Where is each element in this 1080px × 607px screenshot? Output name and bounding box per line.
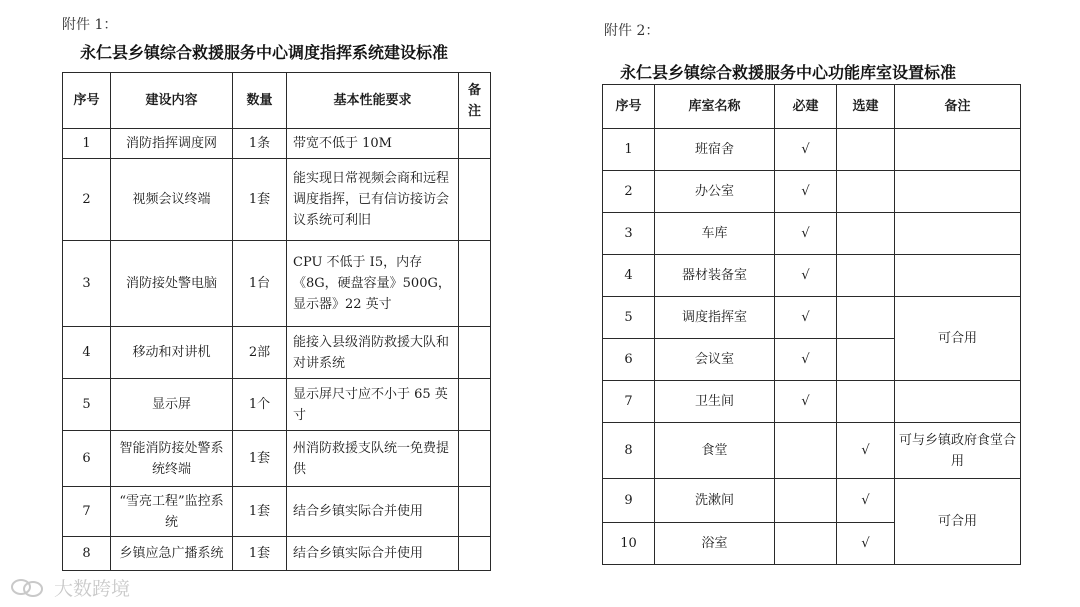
row-no: 6 bbox=[63, 431, 111, 487]
row-requirement: 结合乡镇实际合并使用 bbox=[287, 487, 459, 537]
row-requirement: 能接入县级消防救援大队和对讲系统 bbox=[287, 327, 459, 379]
row-note bbox=[459, 487, 491, 537]
row-no: 4 bbox=[603, 255, 655, 297]
row-optional-check bbox=[837, 381, 895, 423]
row-optional-check bbox=[837, 339, 895, 381]
row-no: 5 bbox=[63, 379, 111, 431]
row-optional-check bbox=[837, 213, 895, 255]
row-content: “雪亮工程”监控系统 bbox=[111, 487, 233, 537]
row-required-check: √ bbox=[775, 297, 837, 339]
row-note bbox=[895, 381, 1021, 423]
row-qty: 1套 bbox=[233, 431, 287, 487]
row-no: 8 bbox=[63, 537, 111, 571]
row-content: 视频会议终端 bbox=[111, 159, 233, 241]
note-can-share: 可合用 bbox=[895, 297, 1021, 381]
chat-bubbles-logo-icon bbox=[10, 578, 44, 598]
construction-standard-table bbox=[62, 72, 491, 571]
row-room-name: 浴室 bbox=[655, 523, 775, 565]
row-content: 智能消防接处警系统终端 bbox=[111, 431, 233, 487]
table-row bbox=[63, 431, 491, 487]
row-no: 1 bbox=[63, 129, 111, 159]
row-requirement: 州消防救援支队统一免费提供 bbox=[287, 431, 459, 487]
note-canteen-share: 可与乡镇政府食堂合用 bbox=[895, 423, 1021, 479]
row-requirement: 能实现日常视频会商和远程调度指挥，已有信访接访会议系统可利旧 bbox=[287, 159, 459, 241]
row-room-name: 班宿舍 bbox=[655, 129, 775, 171]
table-row bbox=[603, 423, 1021, 479]
row-optional-check bbox=[837, 255, 895, 297]
row-no: 3 bbox=[603, 213, 655, 255]
row-optional-check: √ bbox=[837, 523, 895, 565]
row-qty: 1套 bbox=[233, 537, 287, 571]
right-doc-title: 永仁县乡镇综合救援服务中心功能库室设置标准 bbox=[620, 63, 957, 82]
row-no: 7 bbox=[603, 381, 655, 423]
watermark bbox=[10, 574, 130, 601]
header-optional: 选建 bbox=[837, 85, 895, 129]
attachment-label-2: 附件 2： bbox=[604, 23, 660, 39]
header-note: 备注 bbox=[459, 73, 491, 129]
row-content: 显示屏 bbox=[111, 379, 233, 431]
note-can-share: 可合用 bbox=[895, 479, 1021, 565]
header-qty: 数量 bbox=[233, 73, 287, 129]
room-standard-table bbox=[602, 84, 1021, 565]
table-header-row bbox=[63, 73, 491, 129]
row-note bbox=[459, 241, 491, 327]
table-header-row bbox=[603, 85, 1021, 129]
table-row bbox=[63, 537, 491, 571]
row-required-check: √ bbox=[775, 171, 837, 213]
row-room-name: 食堂 bbox=[655, 423, 775, 479]
header-required: 必建 bbox=[775, 85, 837, 129]
row-no: 3 bbox=[63, 241, 111, 327]
row-note bbox=[895, 129, 1021, 171]
table-row bbox=[63, 129, 491, 159]
row-required-check: √ bbox=[775, 129, 837, 171]
table-row bbox=[603, 479, 1021, 523]
table-row bbox=[63, 159, 491, 241]
row-no: 2 bbox=[603, 171, 655, 213]
table-row bbox=[63, 327, 491, 379]
row-content: 消防指挥调度网 bbox=[111, 129, 233, 159]
row-requirement: 结合乡镇实际合并使用 bbox=[287, 537, 459, 571]
row-note bbox=[459, 379, 491, 431]
left-doc-title: 永仁县乡镇综合救援服务中心调度指挥系统建设标准 bbox=[80, 43, 449, 62]
row-note bbox=[459, 159, 491, 241]
row-required-check bbox=[775, 523, 837, 565]
watermark-text: 大数跨境 bbox=[54, 578, 131, 600]
row-note bbox=[895, 213, 1021, 255]
row-qty: 1套 bbox=[233, 487, 287, 537]
row-no: 7 bbox=[63, 487, 111, 537]
header-room-name: 库室名称 bbox=[655, 85, 775, 129]
row-optional-check bbox=[837, 297, 895, 339]
header-no: 序号 bbox=[603, 85, 655, 129]
row-note bbox=[459, 327, 491, 379]
table-row bbox=[603, 297, 1021, 339]
row-note bbox=[459, 431, 491, 487]
table-row bbox=[603, 213, 1021, 255]
row-no: 8 bbox=[603, 423, 655, 479]
row-qty: 1台 bbox=[233, 241, 287, 327]
row-optional-check: √ bbox=[837, 479, 895, 523]
row-requirement: 带宽不低于 10M bbox=[287, 129, 459, 159]
header-requirement: 基本性能要求 bbox=[287, 73, 459, 129]
row-no: 10 bbox=[603, 523, 655, 565]
row-no: 6 bbox=[603, 339, 655, 381]
row-no: 1 bbox=[603, 129, 655, 171]
row-required-check bbox=[775, 423, 837, 479]
row-required-check: √ bbox=[775, 381, 837, 423]
row-qty: 1个 bbox=[233, 379, 287, 431]
table-row bbox=[63, 487, 491, 537]
row-no: 5 bbox=[603, 297, 655, 339]
row-requirement: CPU 不低于 I5，内存《8G，硬盘容量》500G，显示器》22 英寸 bbox=[287, 241, 459, 327]
row-optional-check bbox=[837, 171, 895, 213]
row-qty: 1套 bbox=[233, 159, 287, 241]
table-row bbox=[603, 255, 1021, 297]
header-note: 备注 bbox=[895, 85, 1021, 129]
attachment-label-1: 附件 1： bbox=[62, 17, 118, 33]
row-room-name: 洗漱间 bbox=[655, 479, 775, 523]
row-qty: 2部 bbox=[233, 327, 287, 379]
row-note bbox=[459, 537, 491, 571]
row-optional-check bbox=[837, 129, 895, 171]
row-required-check: √ bbox=[775, 255, 837, 297]
row-no: 2 bbox=[63, 159, 111, 241]
row-required-check: √ bbox=[775, 213, 837, 255]
row-room-name: 器材装备室 bbox=[655, 255, 775, 297]
row-no: 9 bbox=[603, 479, 655, 523]
row-requirement: 显示屏尺寸应不小于 65 英寸 bbox=[287, 379, 459, 431]
row-note bbox=[895, 171, 1021, 213]
table-row bbox=[603, 381, 1021, 423]
row-room-name: 车库 bbox=[655, 213, 775, 255]
row-room-name: 卫生间 bbox=[655, 381, 775, 423]
row-optional-check: √ bbox=[837, 423, 895, 479]
row-qty: 1条 bbox=[233, 129, 287, 159]
row-room-name: 会议室 bbox=[655, 339, 775, 381]
row-no: 4 bbox=[63, 327, 111, 379]
table-row bbox=[63, 241, 491, 327]
row-room-name: 调度指挥室 bbox=[655, 297, 775, 339]
header-content: 建设内容 bbox=[111, 73, 233, 129]
row-note bbox=[459, 129, 491, 159]
row-content: 乡镇应急广播系统 bbox=[111, 537, 233, 571]
table-row bbox=[603, 129, 1021, 171]
row-content: 消防接处警电脑 bbox=[111, 241, 233, 327]
row-note bbox=[895, 255, 1021, 297]
table-row bbox=[603, 171, 1021, 213]
row-content: 移动和对讲机 bbox=[111, 327, 233, 379]
row-required-check bbox=[775, 479, 837, 523]
row-room-name: 办公室 bbox=[655, 171, 775, 213]
table-row bbox=[63, 379, 491, 431]
row-required-check: √ bbox=[775, 339, 837, 381]
header-no: 序号 bbox=[63, 73, 111, 129]
